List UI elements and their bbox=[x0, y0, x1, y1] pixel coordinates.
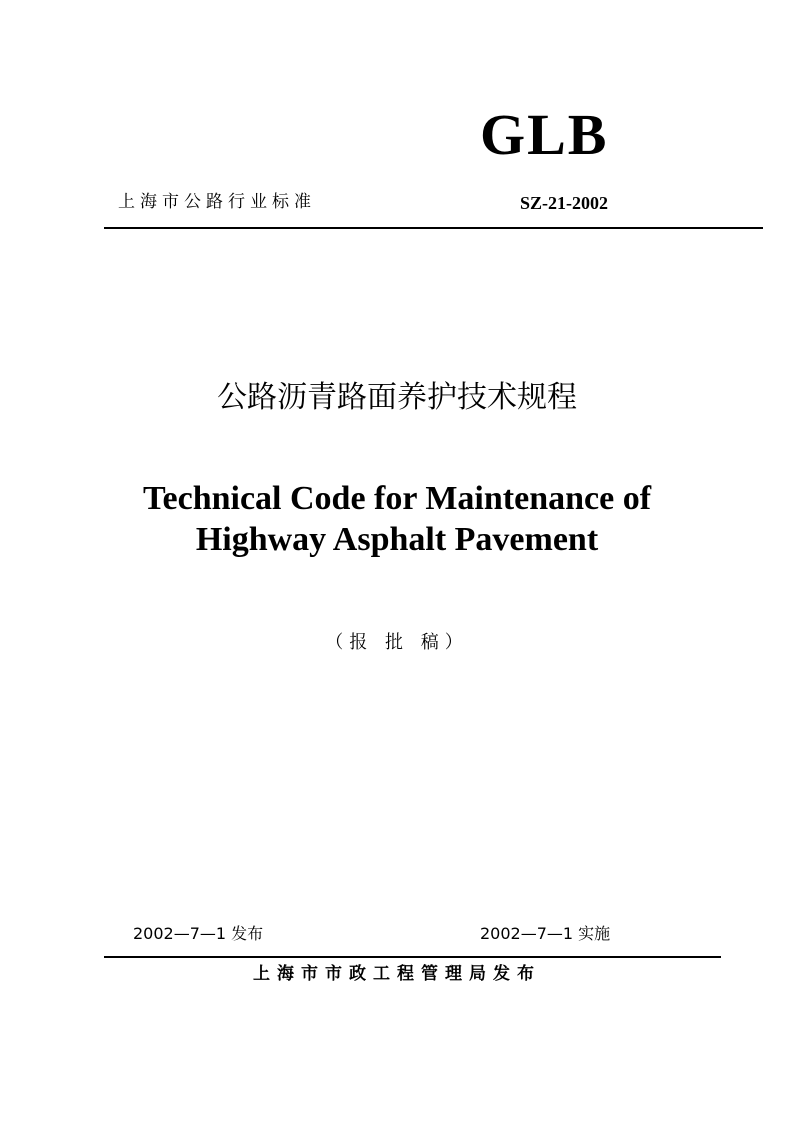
draft-status: （报 批 稿） bbox=[325, 632, 469, 653]
logo-glb: GLB bbox=[480, 102, 609, 167]
title-english bbox=[0, 478, 794, 560]
standard-category: 上海市公路行业标准 bbox=[118, 192, 316, 212]
footer-divider bbox=[104, 956, 721, 958]
title-english-line1: Technical Code for Maintenance of bbox=[142, 480, 652, 517]
header-divider bbox=[104, 227, 763, 229]
publisher: 上海市市政工程管理局发布 bbox=[253, 964, 541, 984]
standard-code: SZ-21-2002 bbox=[520, 193, 609, 213]
effective-date: 2002—7—1 实施 bbox=[480, 924, 611, 943]
issue-date: 2002—7—1 发布 bbox=[133, 924, 264, 943]
title-english-line2: Highway Asphalt Pavement bbox=[195, 521, 599, 558]
title-chinese: 公路沥青路面养护技术规程 bbox=[217, 380, 577, 415]
